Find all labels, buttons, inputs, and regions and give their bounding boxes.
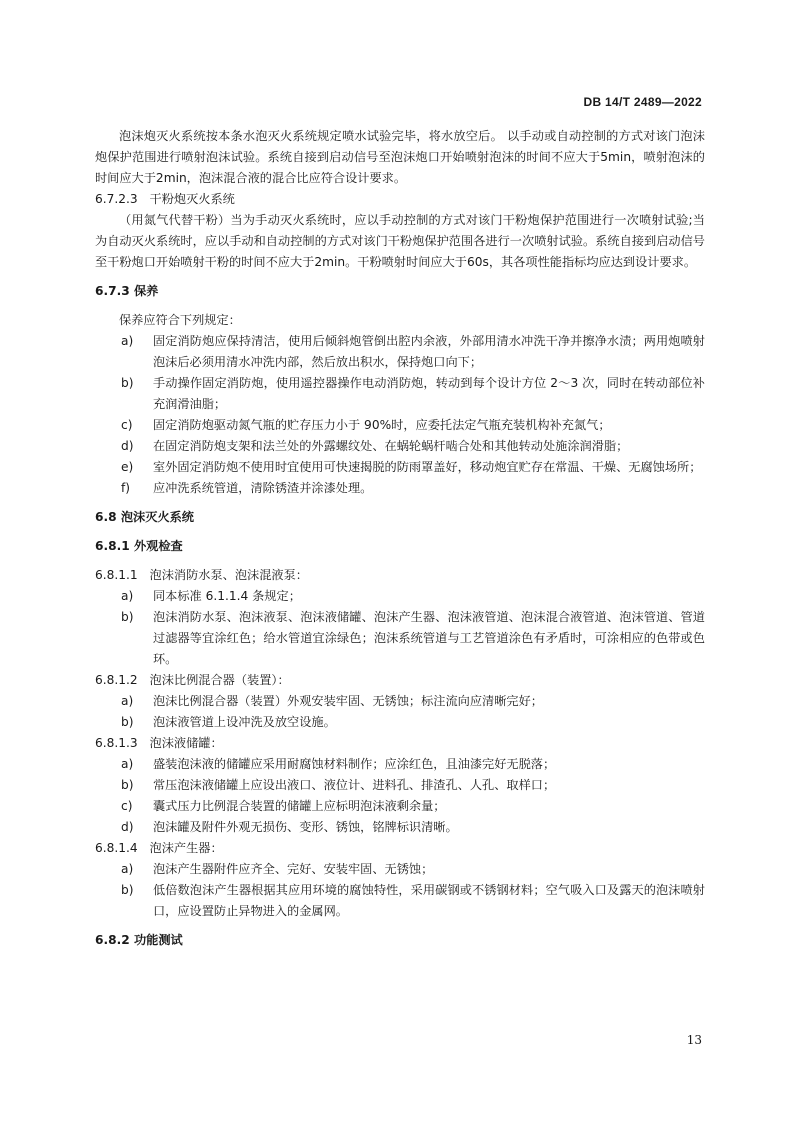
clause-number: 6.8.1.1 xyxy=(95,568,138,582)
list-marker: b) xyxy=(121,610,134,624)
list-text: 泡沫液管道上设冲洗及放空设施。 xyxy=(153,715,336,729)
list-marker: b) xyxy=(121,883,134,897)
list-marker: a) xyxy=(121,589,134,603)
list-text: 手动操作固定消防炮，使用遥控器操作电动消防炮，转动到每个设计方位 2～3 次，同时在转动部位补充润滑油脂； xyxy=(153,376,705,411)
clause-title: 干粉炮灭火系统 xyxy=(149,192,235,206)
list-marker: b) xyxy=(121,376,134,390)
list-item xyxy=(121,712,705,733)
heading-6-8-1-4 xyxy=(95,838,705,859)
list-text: 室外固定消防炮不使用时宜使用可快速揭脱的防雨罩盖好，移动炮宜贮存在常温、干燥、无腐蚀场所； xyxy=(153,460,702,474)
clause-number: 6.8.1.3 xyxy=(95,736,138,750)
document-body xyxy=(95,126,705,951)
list-marker: d) xyxy=(121,439,134,453)
list-item xyxy=(121,775,705,796)
list-item xyxy=(121,373,705,415)
list-item xyxy=(121,478,705,499)
list-6-8-1-2 xyxy=(95,691,705,733)
heading-6-7-2-3 xyxy=(95,189,705,210)
list-item xyxy=(121,586,705,607)
list-marker: a) xyxy=(121,757,134,771)
list-marker: a) xyxy=(121,862,134,876)
list-item xyxy=(121,607,705,670)
clause-number: 6.8.1.4 xyxy=(95,841,138,855)
list-text: 低倍数泡沫产生器根据其应用环境的腐蚀特性，采用碳钢或不锈钢材料；空气吸入口及露天的泡沫喷射口，应设置防止异物进入的金属网。 xyxy=(153,883,705,918)
heading-6-7-3-maintenance: 6.7.3 保养 xyxy=(95,284,159,298)
list-item xyxy=(121,817,705,838)
list-item xyxy=(121,691,705,712)
list-text: 常压泡沫液储罐上应设出液口、液位计、进料孔、排渣孔、人孔、取样口； xyxy=(153,778,556,792)
list-text: 在固定消防炮支架和法兰处的外露螺纹处、在蜗轮蜗杆啮合处和其他转动处施涂润滑脂； xyxy=(153,439,629,453)
paragraph-maintenance-intro: 保养应符合下列规定： xyxy=(119,313,241,327)
list-text: 泡沫比例混合器（装置）外观安装牢固、无锈蚀；标注流向应清晰完好； xyxy=(153,694,543,708)
clause-title: 泡沫消防水泵、泡沫混液泵： xyxy=(149,568,308,582)
list-6-8-1-3 xyxy=(95,754,705,838)
page-number: 13 xyxy=(686,1033,702,1047)
list-text: 泡沫消防水泵、泡沫液泵、泡沫液储罐、泡沫产生器、泡沫液管道、泡沫混合液管道、泡沫管道、管道过滤器等宜涂红色；给水管道宜涂绿色；泡沫系统管道与工艺管道涂色有矛盾时，可涂相应的色带或色环。 xyxy=(153,610,705,666)
clause-title: 泡沫液储罐： xyxy=(149,736,223,750)
list-marker: e) xyxy=(121,460,134,474)
list-item xyxy=(121,880,705,922)
list-text: 固定消防炮应保持清洁，使用后倾斜炮管倒出腔内余液，外部用清水冲洗干净并擦净水渍；两用炮喷射泡沫后必须用清水冲洗内部，然后放出积水，保持炮口向下； xyxy=(153,334,705,369)
heading-6-8-1-2 xyxy=(95,670,705,691)
heading-6-8-1-1 xyxy=(95,565,705,586)
list-text: 盛装泡沫液的储罐应采用耐腐蚀材料制作；应涂红色，且油漆完好无脱落； xyxy=(153,757,556,771)
list-marker: b) xyxy=(121,715,134,729)
list-item xyxy=(121,331,705,373)
heading-6-8-1-visual-check: 6.8.1 外观检查 xyxy=(95,539,183,553)
paragraph-dry-powder-test: （用氮气代替干粉）当为手动灭火系统时，应以手动控制的方式对该门干粉炮保护范围进行一次喷射试验;当为自动灭火系统时，应以手动和自动控制的方式对该门干粉炮保护范围各进行一次喷射试验。系统自接到启动信号至干粉炮口开始喷射干粉的时间不应大于2min。干粉喷射时间应大于60s，其各项性能指标均应达到设计要求。 xyxy=(95,213,705,269)
list-text: 应冲洗系统管道，清除锈渣并涂漆处理。 xyxy=(153,481,373,495)
list-item xyxy=(121,415,705,436)
list-6-8-1-4 xyxy=(95,859,705,922)
clause-number: 6.7.2.3 xyxy=(95,192,138,206)
list-marker: d) xyxy=(121,820,134,834)
document-header-code: DB 14/T 2489—2022 xyxy=(583,95,702,109)
list-marker: a) xyxy=(121,334,134,348)
list-item xyxy=(121,754,705,775)
list-item xyxy=(121,436,705,457)
list-item xyxy=(121,457,705,478)
list-text: 泡沫产生器附件应齐全、完好、安装牢固、无锈蚀； xyxy=(153,862,434,876)
list-item xyxy=(121,796,705,817)
clause-number: 6.8.1.2 xyxy=(95,673,138,687)
list-6-8-1-1 xyxy=(95,586,705,670)
clause-title: 泡沫产生器： xyxy=(149,841,223,855)
list-text: 同本标准 6.1.1.4 条规定； xyxy=(153,589,301,603)
list-marker: c) xyxy=(121,799,133,813)
heading-6-8-1-3 xyxy=(95,733,705,754)
list-marker: c) xyxy=(121,418,133,432)
heading-6-8-2-function-test: 6.8.2 功能测试 xyxy=(95,933,183,947)
list-text: 囊式压力比例混合装置的储罐上应标明泡沫液剩余量； xyxy=(153,799,446,813)
list-marker: f) xyxy=(121,481,131,495)
list-text: 固定消防炮驱动氮气瓶的贮存压力小于 90%时，应委托法定气瓶充装机构补充氮气； xyxy=(153,418,611,432)
list-marker: a) xyxy=(121,694,134,708)
list-marker: b) xyxy=(121,778,134,792)
list-text: 泡沫罐及附件外观无损伤、变形、锈蚀，铭牌标识清晰。 xyxy=(153,820,458,834)
heading-6-8-foam-system: 6.8 泡沫灭火系统 xyxy=(95,510,194,524)
paragraph-foam-cannon-test: 泡沫炮灭火系统按本条水泡灭火系统规定喷水试验完毕，将水放空后。 以手动或自动控制的方式对该门泡沫炮保护范围进行喷射泡沫试验。系统自接到启动信号至泡沫炮口开始喷射泡沫的时间不应大于5min，喷射泡沫的时间应大于2min，泡沫混合液的混合比应符合设计要求。 xyxy=(95,129,705,185)
maintenance-list xyxy=(95,331,705,499)
clause-title: 泡沫比例混合器（装置）： xyxy=(149,673,290,687)
list-item xyxy=(121,859,705,880)
